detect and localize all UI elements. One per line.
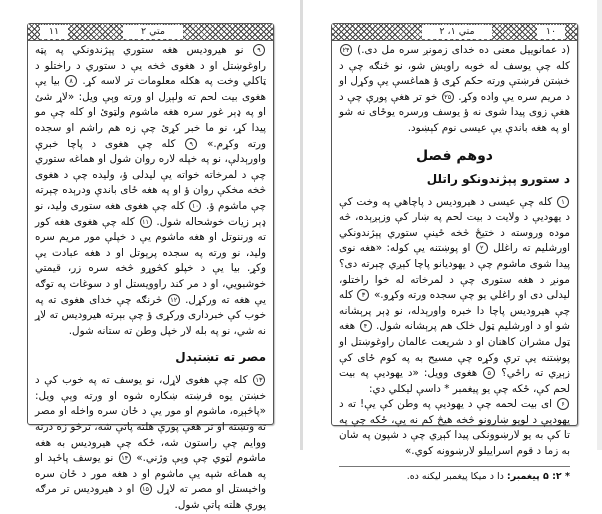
verse-number: ۱۵ xyxy=(140,483,152,495)
verse-number: ۵ xyxy=(483,367,495,379)
page-number: ۱۱ xyxy=(40,25,68,39)
verse-text: کله چې هغوی لاړل، نو یوسف ته په خوب کې د خښتن یوه فرښته ښکاره شوه او ورته وېې ویل: «پاڅېږه، ماشوم او مور یې د ځان سره واخله او مصر ته وتښته او تر هغې پورې هلته پاتې شه، ترڅو زه درته ووایم چې راستون شه، ځکه چې هیرودیس به هغه ماشوم لټوي چې وېې وژني.» xyxy=(35,374,266,465)
window-margin xyxy=(0,0,4,450)
verse-text: او د هیرودیس تر مرګه پورې هلته پاتې شول. xyxy=(35,483,266,512)
verse-text: نو یوسف پاڅېد او په هماغه شپه یې ماشوم او د هغه مور د ځان سره واخیستل او مصر ته لاړل xyxy=(35,452,267,496)
scrollbar-track[interactable] xyxy=(597,0,602,450)
verse-number: ۱۰ xyxy=(189,200,201,212)
book-page-left xyxy=(27,23,274,512)
verse-number: ۲۴ xyxy=(340,44,352,56)
verse-text: څرنګه چې خدای هغوی ته په خوب کې خبرداری ورکړی ؤ چې بېرته هیرودیس ته لاړ نه شي، نو په بله لار خپل وطن ته ستانه شول. xyxy=(35,293,266,337)
footnote-marker: * ۲: ۵ پیغمبر: xyxy=(506,470,570,482)
verse-text: او پوښتنه یې کوله: «هغه نوی پیدا شوی ماشوم چې د یهودیانو پاچا کېږي چېرته دی؟ مونږ د هغه ستوری چې د لمرخاته له خوا راختلو، لیدلی دی او راغلي یو چې سجده ورته وکړو.» xyxy=(339,242,570,302)
ornamental-header xyxy=(28,24,273,41)
verse-number: ۶ xyxy=(557,398,569,410)
verse-number: ۱ xyxy=(557,196,569,208)
verse-text: کله چې هغوی هغه کور ته ورننوتل او هغه ماشوم یې د خپلې مور مریم سره ولید، نو ورته په سجده پرېوتل او د هغه عبادت یې وکړ. بیا یې د خپلو کڅوړو څخه سره زر، قیمتي خوشبویي، او د مر کند راوویستل او د سوغات په توګه یې هغه ته ورکړل. xyxy=(35,215,266,306)
verse-number: ۱۳ xyxy=(253,374,265,386)
verse-text: خو تر هغې پورې چې د هغې زوی پیدا شوی نه ؤ یوسف ورسره یوځای نه شو او په هغه باندې یې عیسی نوم کېښود. xyxy=(339,90,570,134)
paragraph xyxy=(339,43,570,137)
verse-text: کله چې هغوی هغه ستوری ولید، نو ډېر زیات خوشحاله شول. xyxy=(35,199,266,228)
verse-number: ۲۵ xyxy=(442,91,454,103)
verse-text: کله چې هغوی د پاچا خبرې واورېدلې، نو په خپله لاره روان شول او هماغه ستوري چې د لمرخاته خواته یې لیدلی ؤ، ولیده چې د هغوی څخه مخکې روان ؤ او په هغه ځای باندې ودرېده چېرته چې ماشوم ؤ. xyxy=(35,137,266,212)
running-title: متي ۱، ۲ xyxy=(422,25,492,39)
verse-text: کله چې هیرودیس پاچا دا خبره واورېدله، نو ډېر پرېشانه شو او د اورشلیم ټول خلک هم پرېشانه شول. xyxy=(339,289,570,333)
verse-text: هغه ټول مشران کاهنان او د شریعت عالمان راوغوښتل او پوښتنه یې ترې وکړه چې مسیح به په کوم ځای کې زېږي ته راځي؟ xyxy=(339,320,570,380)
verse-text: نو هیرودیس هغه ستوري پېژندونکي په پټه راوغوښتل او د هغوی څخه یې د ستوري د راختلو د ټاکلي وخت په هکله معلومات تر لاسه کړ. xyxy=(35,44,266,88)
verse-text: هغوی وویل: «د یهودیې په بیت لحم کې، ځکه چې یو پیغمبر * داسې لیکلي دي: xyxy=(339,367,570,395)
ornamental-header xyxy=(332,24,577,41)
running-title: متي ۲ xyxy=(123,25,183,39)
verse-text: ای بیت لحمه چې د یهودیې په وطن کې یې! ته د یهودیې د لویو ښارونو څخه هیڅ کم نه یې، ځکه چې په تا کې به یو لارښوونکی پیدا کېږي چې د شپون په شان به زما د قوم اسراییلو لارښوونه کوي.» xyxy=(339,398,570,458)
verse-number: ۱۲ xyxy=(168,294,180,306)
verse-number: ۳ xyxy=(357,289,369,301)
verse-text: بیا یې هغوی بیت لحم ته ولېږل او ورته وېې ویل: «لاړ شئ او په ډېر غور سره هغه ماشوم ولټوئ او کله چې مو پیدا کړ، نو ما خبر کړئ چې زه هم راشم او سجده ورته وکړم.» xyxy=(35,75,267,150)
verse-text: کله چې عیسی د هیرودیس د پاچاهي په وخت کې د یهودیې د ولایت د بیت لحم په ښار کې وزېږېده، څه موده وروسته د ختیځ څخه ځینې ستوري پېژندونکي اورشلیم ته راغلل xyxy=(339,195,570,255)
page-body xyxy=(28,41,273,514)
chapter-title: دوهم فصل xyxy=(416,147,493,164)
verse-number: ۸ xyxy=(65,75,77,87)
verse-text: (د عمانوییل معنی ده خدای زمونږ سره مل دی.) xyxy=(357,44,570,56)
page-body xyxy=(332,41,577,460)
footnote-text: دا د میکا پیغمبر لیکنه ده. xyxy=(406,470,504,482)
verse-number: ۹ xyxy=(185,138,197,150)
page-number: ۱۰ xyxy=(537,25,565,39)
paragraph xyxy=(35,373,266,513)
verse-number: ۱۴ xyxy=(119,452,131,464)
verse-number: ۹ xyxy=(253,44,265,56)
paragraph xyxy=(339,195,570,398)
paragraph xyxy=(35,43,266,339)
verse-text: کله چې یوسف له خوبه راویښ شو، نو څنګه چې د خښتن فرښتې ورته حکم کړی ؤ هماغسې یې وکړل او د مریم سره یې واده وکړ. xyxy=(339,59,570,103)
verse-number: ۲ xyxy=(476,242,488,254)
book-page-right xyxy=(331,23,578,482)
footnote xyxy=(332,467,577,486)
page-divider[interactable] xyxy=(300,0,303,450)
subheading: د ستورو پېژندونکو راتلل xyxy=(426,171,570,186)
verse-number: ۱۱ xyxy=(140,216,152,228)
subheading: مصر ته تښتېدل xyxy=(175,350,266,365)
verse-number: ۴ xyxy=(360,320,372,332)
poem-quote xyxy=(339,397,570,459)
